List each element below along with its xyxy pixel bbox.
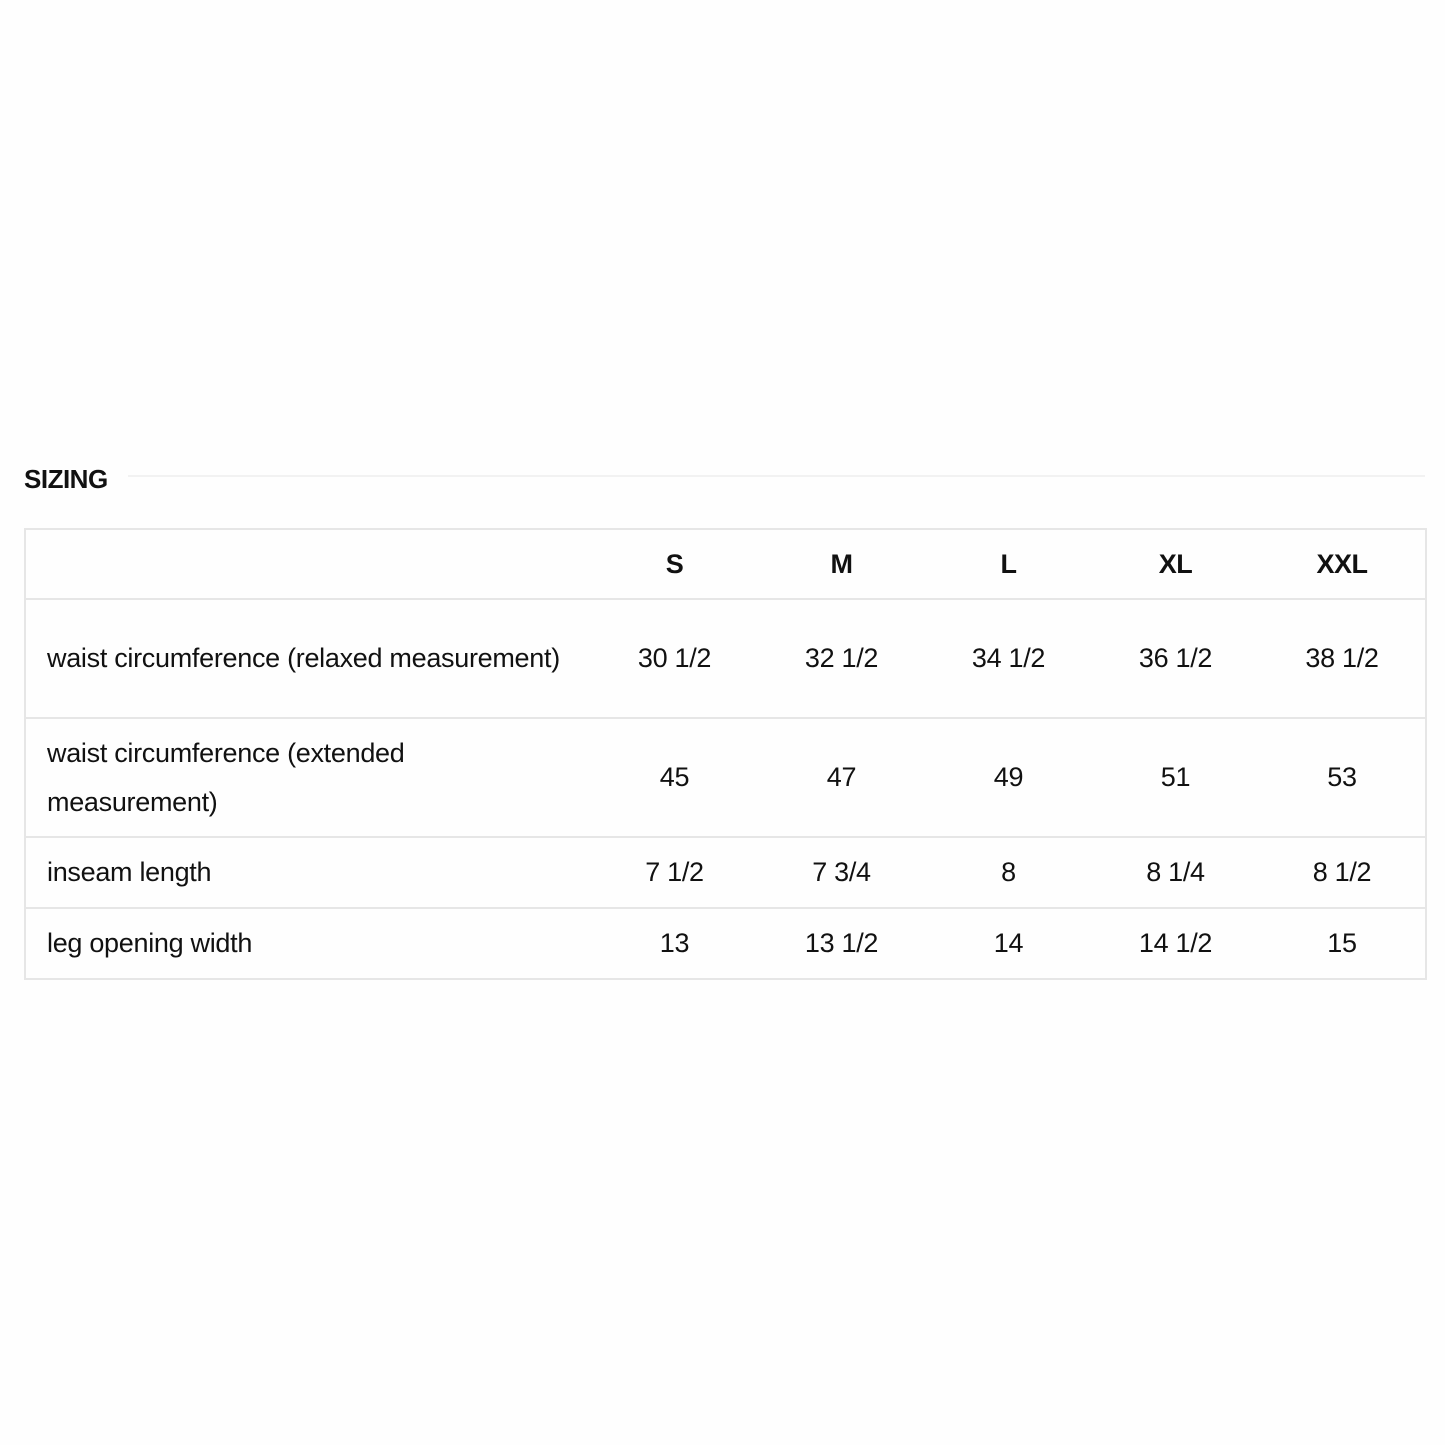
table-row (25, 837, 1426, 908)
table-cell: 8 1/2 (1259, 837, 1426, 908)
table-cell: 30 1/2 (591, 599, 758, 718)
table-cell: 13 1/2 (758, 908, 925, 979)
sizing-section (24, 460, 1425, 958)
table-cell: 13 (591, 908, 758, 979)
row-label: leg opening width (25, 908, 591, 979)
table-cell: 14 1/2 (1092, 908, 1259, 979)
table-cell: 36 1/2 (1092, 599, 1259, 718)
row-label: waist circumference (relaxed measurement) (25, 599, 591, 718)
table-row (25, 908, 1426, 979)
table-cell: 15 (1259, 908, 1426, 979)
section-header (24, 460, 1425, 498)
column-header-m: M (758, 529, 925, 599)
header-divider (128, 475, 1425, 477)
table-cell: 8 1/4 (1092, 837, 1259, 908)
section-title: SIZING (24, 463, 108, 494)
column-header-xl: XL (1092, 529, 1259, 599)
table-cell: 8 (925, 837, 1092, 908)
table-cell: 7 1/2 (591, 837, 758, 908)
sizing-table (24, 528, 1427, 980)
table-cell: 51 (1092, 718, 1259, 837)
table-cell: 14 (925, 908, 1092, 979)
row-label: inseam length (25, 837, 591, 908)
table-cell: 45 (591, 718, 758, 837)
table-cell: 49 (925, 718, 1092, 837)
table-cell: 53 (1259, 718, 1426, 837)
table-cell: 34 1/2 (925, 599, 1092, 718)
column-header-l: L (925, 529, 1092, 599)
table-row (25, 718, 1426, 837)
row-label: waist circumference (extended measurement) (25, 718, 591, 837)
table-header-row (25, 529, 1426, 599)
column-header-s: S (591, 529, 758, 599)
table-cell: 7 3/4 (758, 837, 925, 908)
table-row (25, 599, 1426, 718)
column-header-xxl: XXL (1259, 529, 1426, 599)
table-cell: 32 1/2 (758, 599, 925, 718)
column-header-label (25, 529, 591, 599)
table-cell: 47 (758, 718, 925, 837)
table-cell: 38 1/2 (1259, 599, 1426, 718)
